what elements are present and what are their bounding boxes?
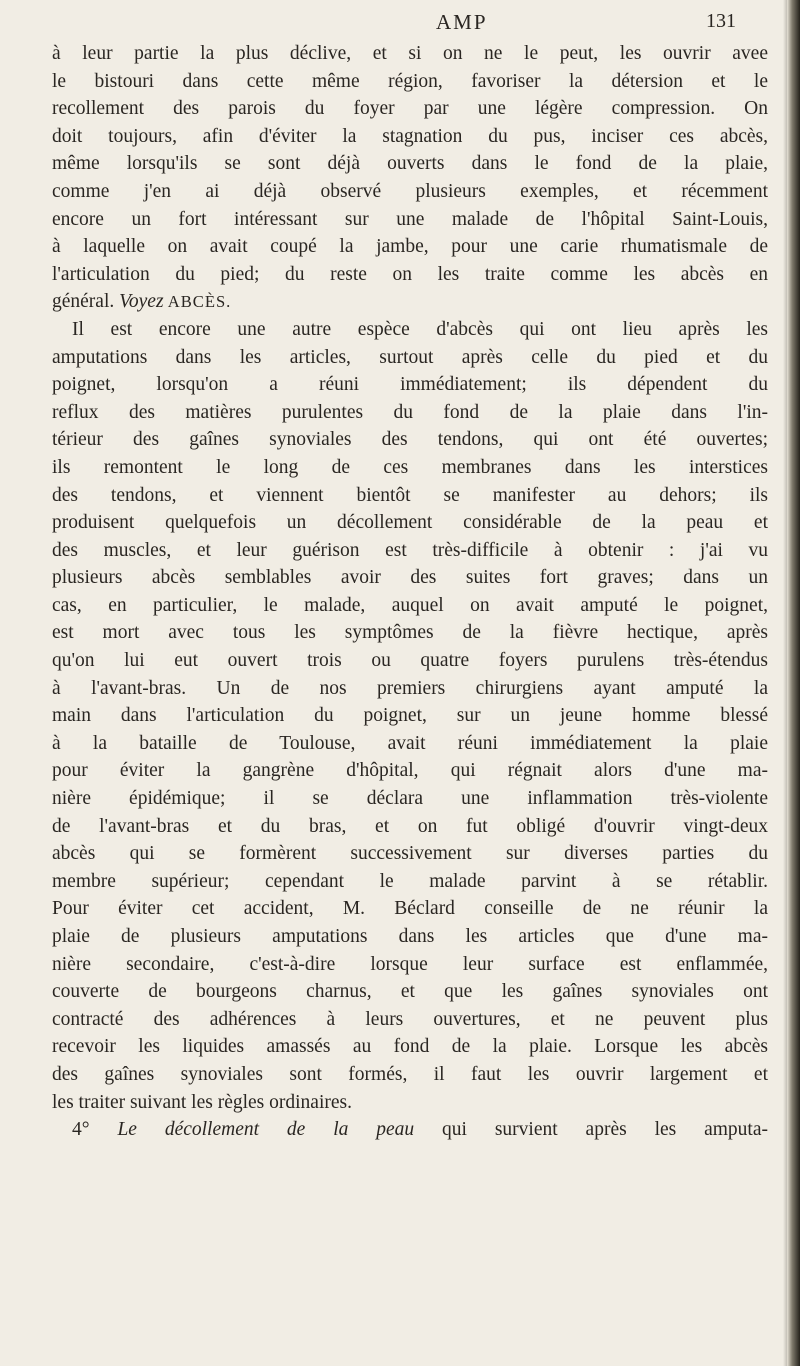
text-line: les traiter suivant les règles ordinaires.	[52, 1091, 352, 1113]
text-line: abcès qui se formèrent successivement sur diverses parties du	[52, 843, 768, 865]
text-line: plusieurs abcès semblables avoir des suites fort graves; dans un	[52, 567, 768, 589]
text-line: nière secondaire, c'est-à-dire lorsque leur surface est enflammée,	[52, 953, 768, 975]
page-header	[0, 10, 800, 40]
text-line: couverte de bourgeons charnus, et que les gaînes synoviales ont	[52, 981, 768, 1003]
text-line: de l'avant-bras et du bras, et on fut obligé d'ouvrir vingt-deux	[52, 815, 768, 837]
text-line: même lorsqu'ils se sont déjà ouverts dans le fond de la plaie,	[52, 153, 768, 175]
text-line: à la bataille de Toulouse, avait réuni immédiatement la plaie	[52, 732, 768, 754]
text-line: des tendons, et viennent bientôt se manifester au dehors; ils	[52, 484, 768, 506]
text-line: comme j'en ai déjà observé plusieurs exemples, et récemment	[52, 180, 768, 202]
text-line: reflux des matières purulentes du fond de la plaie dans l'in-	[52, 401, 768, 423]
text-line: ils remontent le long de ces membranes dans les interstices	[52, 456, 768, 478]
text-line: doit toujours, afin d'éviter la stagnation du pus, inciser ces abcès,	[52, 125, 768, 147]
text-line: nière épidémique; il se déclara une inflammation très-violente	[52, 788, 768, 810]
text-line: des gaînes synoviales sont formés, il faut les ouvrir largement et	[52, 1063, 768, 1085]
body-text	[52, 40, 768, 1144]
text-line: pour éviter la gangrène d'hôpital, qui régnait alors d'une ma-	[52, 760, 768, 782]
text-line: à laquelle on avait coupé la jambe, pour une carie rhumatismale de	[52, 236, 768, 258]
book-spine-edge	[787, 0, 800, 1366]
text-line: Il est encore une autre espèce d'abcès qui ont lieu après les	[72, 318, 768, 340]
text-line: général. Voyez ABCÈS.	[52, 291, 232, 313]
text-line: Pour éviter cet accident, M. Béclard conseille de ne réunir la	[52, 898, 768, 920]
text-line: qu'on lui eut ouvert trois ou quatre foyers purulens très-étendus	[52, 650, 768, 672]
text-line: plaie de plusieurs amputations dans les articles que d'une ma-	[52, 926, 768, 947]
page-number: 131	[706, 10, 736, 32]
text-line: est mort avec tous les symptômes de la fièvre hectique, après	[52, 622, 768, 644]
text-line: recollement des parois du foyer par une légère compression. On	[52, 98, 768, 120]
text-line: recevoir les liquides amassés au fond de la plaie. Lorsque les abcès	[52, 1036, 768, 1058]
text-line: térieur des gaînes synoviales des tendons, qui ont été ouvertes;	[52, 429, 768, 451]
text-line: produisent quelquefois un décollement considérable de la peau et	[52, 512, 768, 534]
text-line: des muscles, et leur guérison est très-difficile à obtenir : j'ai vu	[52, 539, 768, 561]
text-line: à l'avant-bras. Un de nos premiers chirurgiens ayant amputé la	[52, 677, 768, 699]
text-line: encore un fort intéressant sur une malade de l'hôpital Saint-Louis,	[52, 208, 768, 230]
text-line: cas, en particulier, le malade, auquel on avait amputé le poignet,	[52, 594, 768, 616]
text-line: à leur partie la plus déclive, et si on ne le peut, les ouvrir avee	[52, 43, 768, 64]
text-line: main dans l'articulation du poignet, sur un jeune homme blessé	[52, 705, 768, 727]
text-line: amputations dans les articles, surtout après celle du pied et du	[52, 346, 768, 368]
text-line: le bistouri dans cette même région, favoriser la détersion et le	[52, 70, 768, 92]
text-line: poignet, lorsqu'on a réuni immédiatement; ils dépendent du	[52, 374, 768, 396]
text-line: 4° Le décollement de la peau qui survient après les amputa-	[72, 1119, 768, 1141]
running-head: AMP	[436, 10, 488, 34]
text-line: contracté des adhérences à leurs ouvertures, et ne peuvent plus	[52, 1008, 768, 1030]
text-line: membre supérieur; cependant le malade parvint à se rétablir.	[52, 870, 768, 892]
text-line: l'articulation du pied; du reste on les traite comme les abcès en	[52, 263, 768, 285]
